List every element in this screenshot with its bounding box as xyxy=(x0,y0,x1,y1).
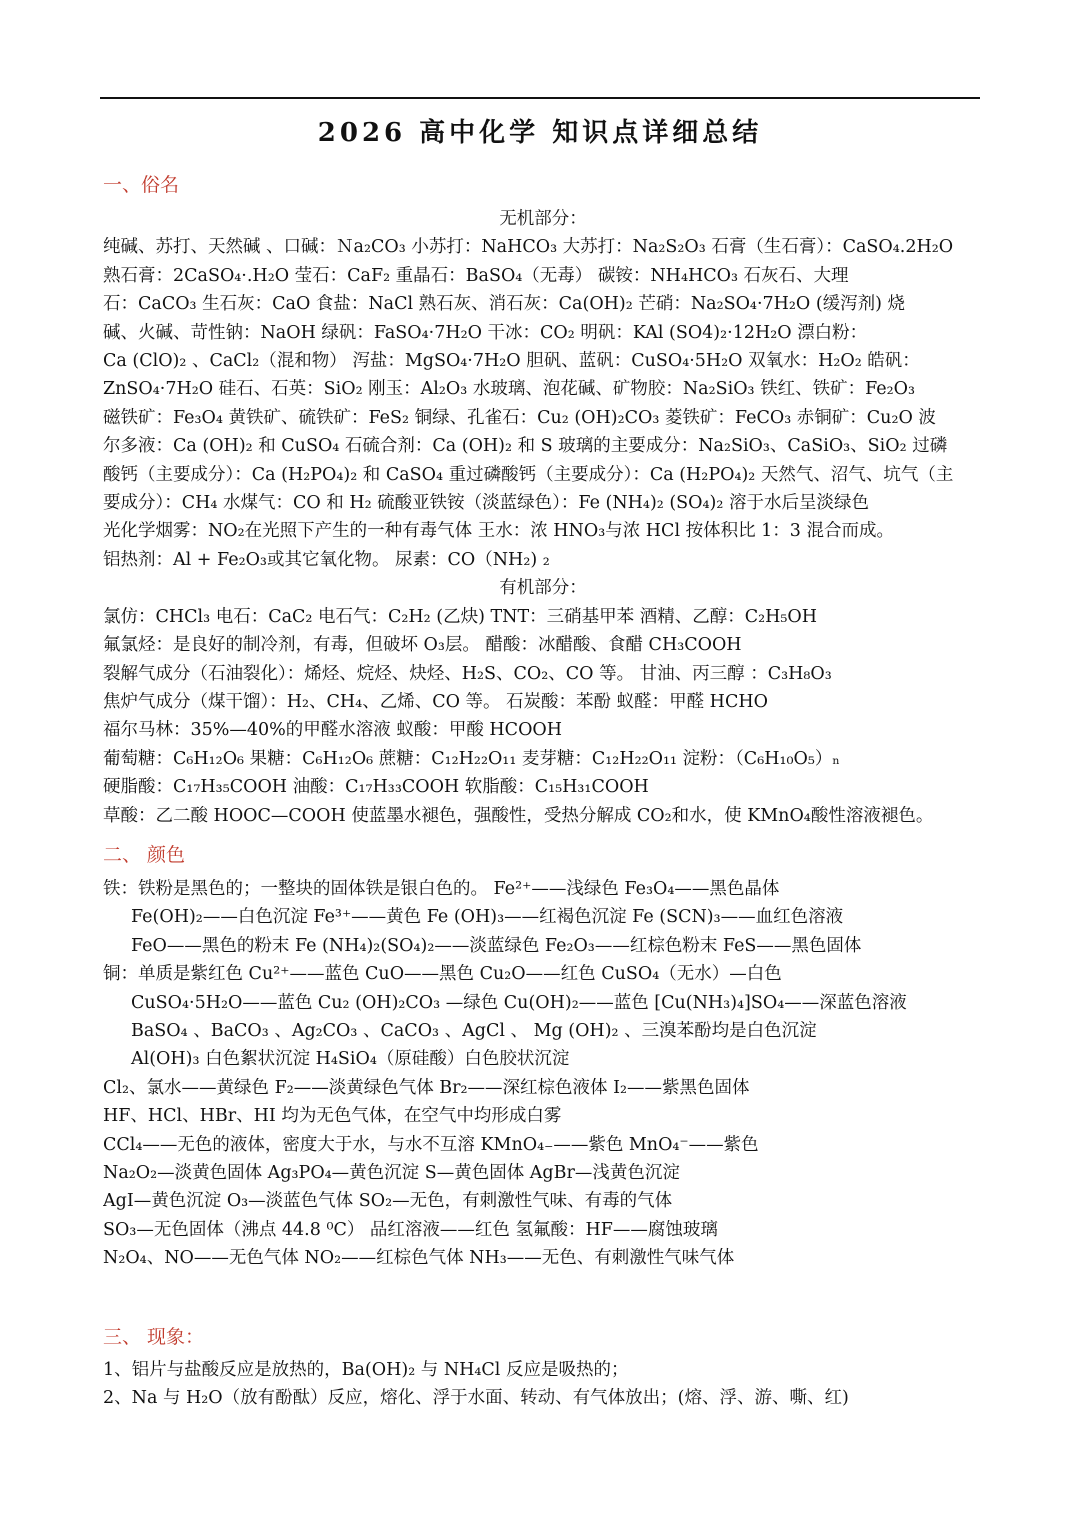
text-line: 氯仿：CHCl₃ 电石：CaC₂ 电石气：C₂H₂ (乙炔) TNT：三硝基甲苯 酒精、乙醇：C₂H₅OH xyxy=(103,606,817,627)
section-heading-phenomena: 三、 现象： xyxy=(103,1326,205,1348)
text-line: SO₃—无色固体（沸点 44.8 ⁰C） 品红溶液——红色 氢氟酸：HF——腐蚀玻璃 xyxy=(103,1219,718,1240)
text-line: 铁：铁粉是黑色的；一整块的固体铁是银白色的。 Fe²⁺——浅绿色 Fe₃O₄——黑色晶体 xyxy=(103,879,780,899)
section-heading-common-names: 一、俗名 xyxy=(103,174,180,196)
text-line: Na₂O₂—淡黄色固体 Ag₃PO₄—黄色沉淀 S—黄色固体 AgBr—浅黄色沉淀 xyxy=(103,1163,680,1184)
text-line: 碱、火碱、苛性钠：NaOH 绿矾：FaSO₄·7H₂O 干冰：CO₂ 明矾：KAl (SO4)₂·12H₂O 漂白粉： xyxy=(103,322,868,343)
text-line: Cl₂、氯水——黄绿色 F₂——淡黄绿色气体 Br₂——深红棕色液体 I₂——紫黑色固体 xyxy=(103,1077,750,1098)
text-line: 葡萄糖：C₆H₁₂O₆ 果糖：C₆H₁₂O₆ 蔗糖：C₁₂H₂₂O₁₁ 麦芽糖：C₁₂H₂₂O₁₁ 淀粉：（C₆H₁₀O₅）ₙ xyxy=(103,748,840,769)
text-line: 熟石膏：2CaSO₄·.H₂O 莹石：CaF₂ 重晶石：BaSO₄（无毒） 碳铵：NH₄HCO₃ 石灰石、大理 xyxy=(103,265,849,286)
text-line: FeO——黑色的粉末 Fe (NH₄)₂(SO₄)₂——淡蓝绿色 Fe₂O₃——红棕色粉末 FeS——黑色固体 xyxy=(131,935,862,956)
subheading-inorganic: 无机部分： xyxy=(499,209,587,229)
text-line: CuSO₄·5H₂O——蓝色 Cu₂ (OH)₂CO₃ —绿色 Cu(OH)₂——蓝色 [Cu(NH₃)₄]SO₄——深蓝色溶液 xyxy=(131,992,907,1013)
text-line: 酸钙（主要成分）：Ca (H₂PO₄)₂ 和 CaSO₄ 重过磷酸钙（主要成分）：Ca (H₂PO₄)₂ 天然气、沼气、坑气（主 xyxy=(103,464,954,485)
subheading-organic: 有机部分： xyxy=(499,578,587,599)
text-line: Ca (ClO)₂ 、CaCl₂（混和物） 泻盐：MgSO₄·7H₂O 胆矾、蓝矾：CuSO₄·5H₂O 双氧水：H₂O₂ 皓矾： xyxy=(103,351,920,372)
common-names-block xyxy=(103,205,983,830)
text-line: 福尔马林：35%—40%的甲醛水溶液 蚁酸：甲酸 HCOOH xyxy=(103,720,563,741)
text-line: Fe(OH)₂——白色沉淀 Fe³⁺——黄色 Fe (OH)₃——红褐色沉淀 Fe (SCN)₃——血红色溶液 xyxy=(131,907,844,928)
text-line: 要成分）：CH₄ 水煤气：CO 和 H₂ 硫酸亚铁铵（淡蓝绿色）：Fe (NH₄)₂ (SO₄)₂ 溶于水后呈淡绿色 xyxy=(103,493,869,514)
text-line: 草酸：乙二酸 HOOC—COOH 使蓝墨水褪色，强酸性，受热分解成 CO₂和水，使 KMnO₄酸性溶液褪色。 xyxy=(103,805,934,826)
section-heading-colors: 二、 颜色 xyxy=(103,844,186,866)
text-line: Al(OH)₃ 白色絮状沉淀 H₄SiO₄（原硅酸）白色胶状沉淀 xyxy=(131,1049,570,1070)
top-rule xyxy=(100,97,980,99)
text-line: 尔多液：Ca (OH)₂ 和 CuSO₄ 石硫合剂：Ca (OH)₂ 和 S 玻璃的主要成分：Na₂SiO₃、CaSiO₃、SiO₂ 过磷 xyxy=(103,436,948,457)
text-line: 纯碱、苏打、天然碱 、口碱：Ｎa₂CO₃ 小苏打：NaHCO₃ 大苏打：Na₂S₂O₃ 石膏（生石膏）：CaSO₄.2H₂O xyxy=(103,237,954,258)
text-line: 铝热剂：Al + Fe₂O₃或其它氧化物。 尿素：CO（NH₂) ₂ xyxy=(103,549,550,570)
text-line: 硬脂酸：C₁₇H₃₅COOH 油酸：C₁₇H₃₃COOH 软脂酸：C₁₅H₃₁COOH xyxy=(103,777,649,798)
text-line: CCl₄——无色的液体，密度大于水，与水不互溶 KMnO₄₋——紫色 MnO₄⁻——紫色 xyxy=(103,1134,759,1155)
text-line: 石：CaCO₃ 生石灰：CaO 食盐：NaCl 熟石灰、消石灰：Ca(OH)₂ 芒硝：Na₂SO₄·7H₂O (缓泻剂) 烧 xyxy=(103,294,906,315)
page-title: 2026 高中化学 知识点详细总结 xyxy=(317,118,763,148)
text-line: 氟氯烃：是良好的制冷剂，有毒，但破坏 O₃层。 醋酸：冰醋酸、食醋 CH₃COOH xyxy=(103,635,742,656)
colors-block xyxy=(103,875,983,1273)
text-line: HF、HCl、HBr、HI 均为无色气体，在空气中均形成白雾 xyxy=(103,1106,562,1127)
text-line: 2、Na 与 H₂O（放有酚酞）反应，熔化、浮于水面、转动、有气体放出；(熔、浮、游、嘶、红) xyxy=(103,1388,849,1409)
text-line: N₂O₄、NO——无色气体 NO₂——红棕色气体 NH₃——无色、有刺激性气味气体 xyxy=(103,1248,735,1269)
phenomena-block xyxy=(103,1356,983,1413)
text-line: 铜：单质是紫红色 Cu²⁺——蓝色 CuO——黑色 Cu₂O——红色 CuSO₄（无水）—白色 xyxy=(103,964,782,985)
text-line: AgI—黄色沉淀 O₃—淡蓝色气体 SO₂—无色，有刺激性气味、有毒的气体 xyxy=(103,1191,673,1212)
text-line: ZnSO₄·7H₂O 硅石、石英：SiO₂ 刚玉：Al₂O₃ 水玻璃、泡花碱、矿物胶：Na₂SiO₃ 铁红、铁矿：Fe₂O₃ xyxy=(103,379,916,400)
text-line: 1、铝片与盐酸反应是放热的，Ba(OH)₂ 与 NH₄Cl 反应是吸热的； xyxy=(103,1360,629,1380)
text-line: 磁铁矿：Fe₃O₄ 黄铁矿、硫铁矿：FeS₂ 铜绿、孔雀石：Cu₂ (OH)₂CO₃ 菱铁矿：FeCO₃ 赤铜矿：Cu₂O 波 xyxy=(103,407,936,428)
text-line: BaSO₄ 、BaCO₃ 、Ag₂CO₃ 、CaCO₃ 、AgCl 、 Mg (OH)₂ 、三溴苯酚均是白色沉淀 xyxy=(131,1021,817,1042)
text-line: 焦炉气成分（煤干馏）：H₂、CH₄、乙烯、CO 等。 石炭酸：苯酚 蚁醛：甲醛 HCHO xyxy=(103,691,768,712)
text-line: 光化学烟雾：NO₂在光照下产生的一种有毒气体 王水：浓 HNO₃与浓 HCl 按体积比 1：3 混合而成。 xyxy=(103,521,895,542)
text-line: 裂解气成分（石油裂化）：烯烃、烷烃、炔烃、H₂S、CO₂、CO 等。 甘油、丙三醇 ：C₃H₈O₃ xyxy=(103,663,832,684)
